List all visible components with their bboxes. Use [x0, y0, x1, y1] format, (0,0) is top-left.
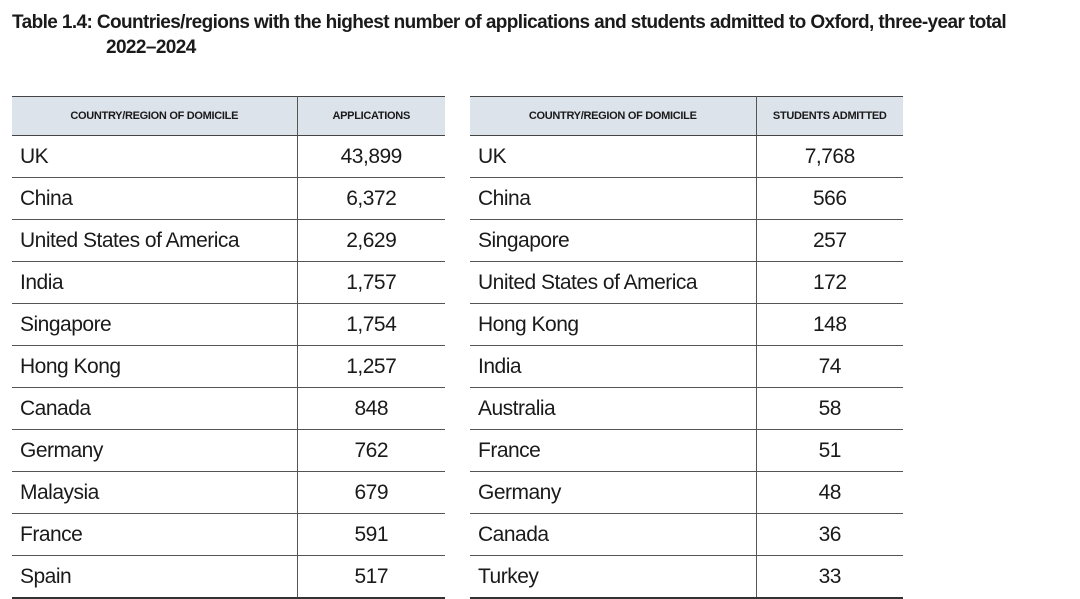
applications-value-cell: 848: [297, 388, 445, 430]
admitted-value-cell: 257: [756, 220, 903, 262]
applications-table-row: [12, 262, 445, 304]
applications-country-cell: Singapore: [12, 304, 297, 346]
admitted-country-cell: Germany: [470, 472, 756, 514]
table-title-line-2: 2022–2024: [106, 37, 196, 58]
admitted-table-row: [470, 304, 903, 346]
admitted-country-cell: Hong Kong: [470, 304, 756, 346]
admitted-country-cell: Singapore: [470, 220, 756, 262]
applications-table-row: [12, 388, 445, 430]
admitted-country-header: COUNTRY/REGION OF DOMICILE: [470, 97, 756, 136]
admitted-table-row: [470, 178, 903, 220]
admitted-value-cell: 36: [756, 514, 903, 556]
admitted-value-cell: 51: [756, 430, 903, 472]
applications-table: [12, 96, 445, 599]
applications-country-cell: France: [12, 514, 297, 556]
admitted-table-row: [470, 220, 903, 262]
admitted-country-cell: United States of America: [470, 262, 756, 304]
admitted-table-row: [470, 346, 903, 388]
applications-value-cell: 762: [297, 430, 445, 472]
admitted-value-cell: 172: [756, 262, 903, 304]
admitted-value-cell: 566: [756, 178, 903, 220]
admitted-value-cell: 148: [756, 304, 903, 346]
admitted-country-cell: China: [470, 178, 756, 220]
applications-country-header: COUNTRY/REGION OF DOMICILE: [12, 97, 297, 136]
applications-value-cell: 1,757: [297, 262, 445, 304]
applications-table-row: [12, 304, 445, 346]
applications-country-cell: Spain: [12, 556, 297, 599]
admitted-country-cell: India: [470, 346, 756, 388]
admitted-count-header: STUDENTS ADMITTED: [756, 97, 903, 136]
applications-value-cell: 1,754: [297, 304, 445, 346]
applications-table-body: [12, 136, 445, 599]
table-title-line-1: Table 1.4: Countries/regions with the highest number of applications and students admitted to Oxford, three-year total: [12, 12, 1007, 33]
applications-table-row: [12, 514, 445, 556]
applications-table-row: [12, 178, 445, 220]
admitted-country-cell: UK: [470, 136, 756, 178]
applications-country-cell: Malaysia: [12, 472, 297, 514]
applications-value-cell: 517: [297, 556, 445, 599]
applications-value-cell: 1,257: [297, 346, 445, 388]
admitted-table: [470, 96, 903, 599]
admitted-country-cell: Turkey: [470, 556, 756, 599]
admitted-value-cell: 33: [756, 556, 903, 599]
applications-table-row: [12, 556, 445, 599]
applications-table-row: [12, 220, 445, 262]
applications-table-row: [12, 136, 445, 178]
applications-value-cell: 43,899: [297, 136, 445, 178]
admitted-value-cell: 48: [756, 472, 903, 514]
applications-value-cell: 591: [297, 514, 445, 556]
table-title: [12, 10, 1076, 60]
admitted-table-row: [470, 514, 903, 556]
admitted-value-cell: 74: [756, 346, 903, 388]
applications-table-row: [12, 346, 445, 388]
applications-value-cell: 2,629: [297, 220, 445, 262]
applications-country-cell: Canada: [12, 388, 297, 430]
admitted-table-body: [470, 136, 903, 599]
applications-table-row: [12, 472, 445, 514]
admitted-header-row: [470, 97, 903, 136]
admitted-table-row: [470, 556, 903, 599]
admitted-table-row: [470, 388, 903, 430]
admitted-value-cell: 7,768: [756, 136, 903, 178]
admitted-table-row: [470, 136, 903, 178]
applications-value-cell: 679: [297, 472, 445, 514]
applications-value-cell: 6,372: [297, 178, 445, 220]
admitted-table-row: [470, 430, 903, 472]
applications-table-row: [12, 430, 445, 472]
applications-header-row: [12, 97, 445, 136]
applications-country-cell: India: [12, 262, 297, 304]
admitted-table-row: [470, 262, 903, 304]
applications-country-cell: UK: [12, 136, 297, 178]
admitted-value-cell: 58: [756, 388, 903, 430]
applications-country-cell: United States of America: [12, 220, 297, 262]
admitted-country-cell: Australia: [470, 388, 756, 430]
applications-count-header: APPLICATIONS: [297, 97, 445, 136]
applications-country-cell: Hong Kong: [12, 346, 297, 388]
admitted-country-cell: Canada: [470, 514, 756, 556]
admitted-table-row: [470, 472, 903, 514]
applications-country-cell: China: [12, 178, 297, 220]
admitted-country-cell: France: [470, 430, 756, 472]
applications-country-cell: Germany: [12, 430, 297, 472]
